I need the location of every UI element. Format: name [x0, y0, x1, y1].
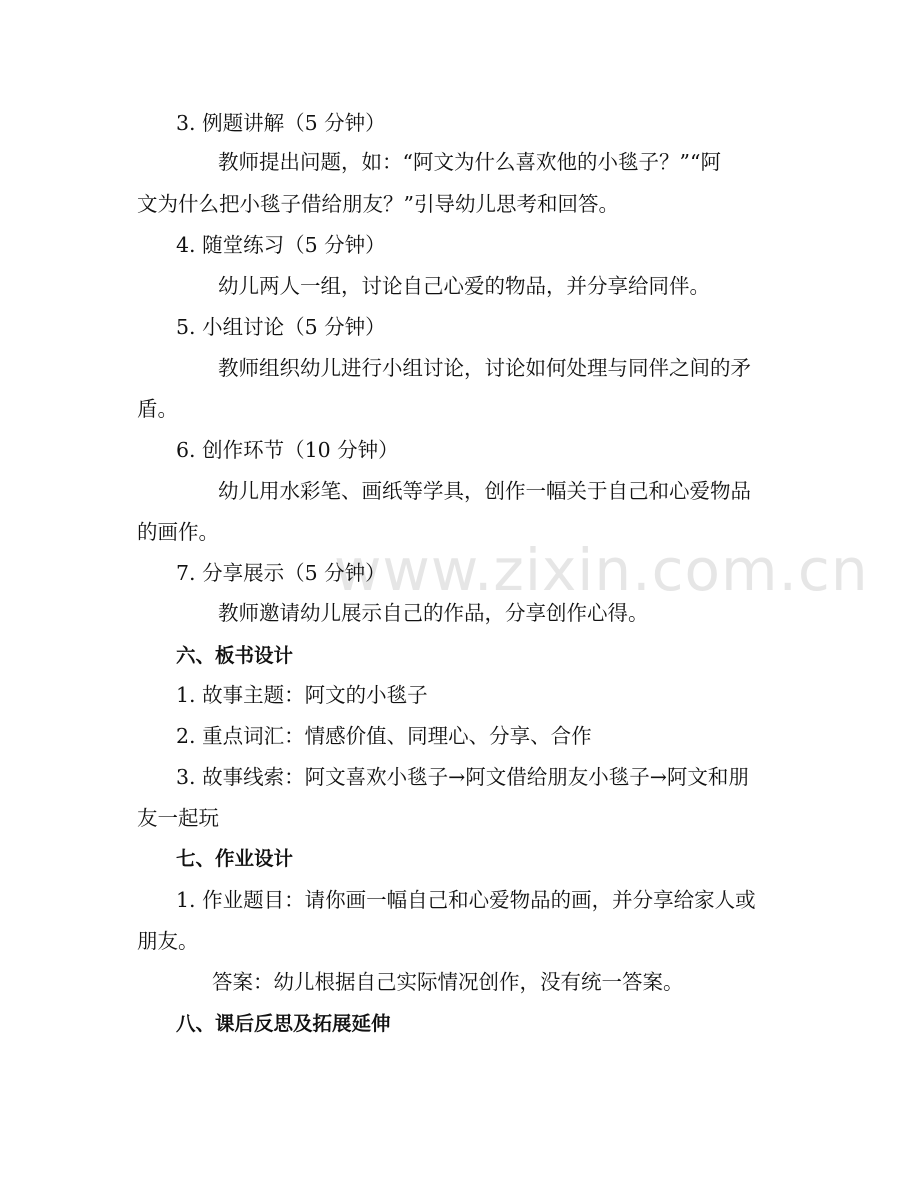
- step-6-text-line-2: 的画作。: [137, 520, 219, 544]
- homework-item-1-line-2: 朋友。: [137, 929, 199, 953]
- board-item-2: 2. 重点词汇：情感价值、同理心、分享、合作: [176, 724, 592, 748]
- step-5-text-line-1: 教师组织幼儿进行小组讨论，讨论如何处理与同伴之间的矛: [218, 356, 751, 380]
- homework-answer: 答案：幼儿根据自己实际情况创作，没有统一答案。: [212, 970, 684, 994]
- step-3-heading: 3. 例题讲解（5 分钟）: [176, 111, 386, 135]
- step-3-text-line-1: 教师提出问题，如：“阿文为什么喜欢他的小毯子？”“阿: [218, 150, 721, 174]
- step-4-heading: 4. 随堂练习（5 分钟）: [176, 233, 386, 257]
- step-6-text-line-1: 幼儿用水彩笔、画纸等学具，创作一幅关于自己和心爱物品: [218, 479, 751, 503]
- section-eight-heading: 八、课后反思及拓展延伸: [176, 1012, 391, 1035]
- step-7-text: 教师邀请幼儿展示自己的作品，分享创作心得。: [218, 601, 649, 625]
- board-item-1: 1. 故事主题：阿文的小毯子: [176, 683, 428, 707]
- watermark: www.zixin.com.cn: [334, 536, 869, 604]
- step-3-text-line-2: 文为什么把小毯子借给朋友？”引导幼儿思考和回答。: [137, 192, 619, 216]
- step-4-text: 幼儿两人一组，讨论自己心爱的物品，并分享给同伴。: [218, 274, 710, 298]
- step-6-heading: 6. 创作环节（10 分钟）: [176, 438, 399, 462]
- board-item-3-line-2: 友一起玩: [137, 806, 219, 830]
- board-item-3-line-1: 3. 故事线索：阿文喜欢小毯子→阿文借给朋友小毯子→阿文和朋: [176, 765, 749, 789]
- step-7-heading: 7. 分享展示（5 分钟）: [176, 561, 386, 585]
- section-six-heading: 六、板书设计: [176, 644, 294, 667]
- step-5-heading: 5. 小组讨论（5 分钟）: [176, 315, 386, 339]
- step-5-text-line-2: 盾。: [137, 397, 178, 421]
- section-seven-heading: 七、作业设计: [176, 847, 294, 870]
- homework-item-1-line-1: 1. 作业题目：请你画一幅自己和心爱物品的画，并分享给家人或: [176, 888, 756, 912]
